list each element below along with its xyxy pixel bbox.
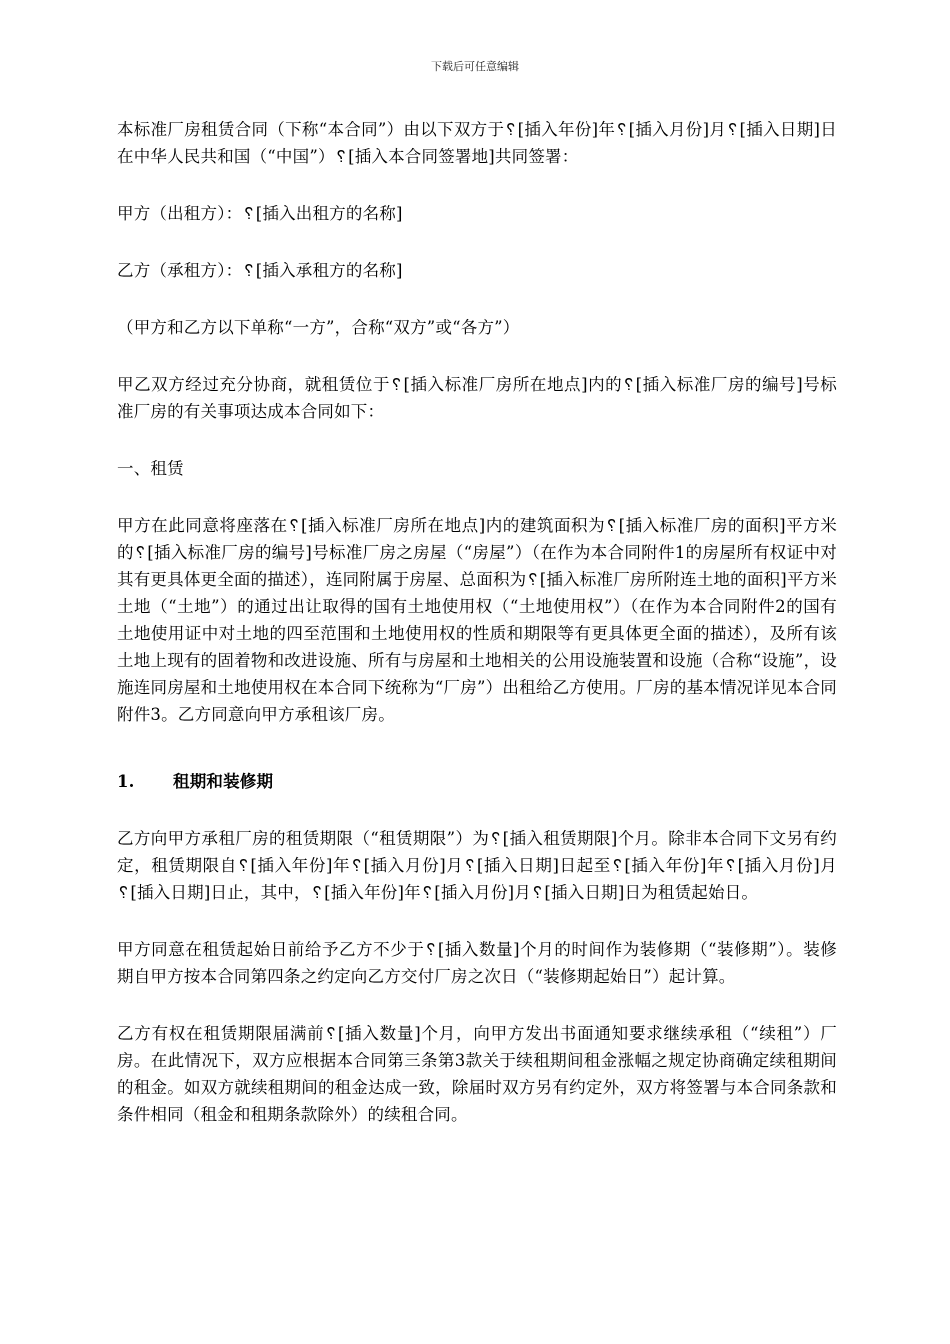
page-header: 下载后可任意编辑 [431, 60, 519, 73]
agreement-paragraph: 甲乙双方经过充分协商，就租赁位于␦[插入标准厂房所在地点]内的␦[插入标准厂房的编号]号标准厂房的有关事项达成本合同如下： [117, 375, 837, 421]
parties-note: （甲方和乙方以下单称“一方”，合称“双方”或“各方”） [117, 318, 520, 337]
fitout-paragraph: 甲方同意在租赁起始日前给予乙方不少于␦[插入数量]个月的时间作为装修期（“装修期”）。装修期自甲方按本合同第四条之约定向乙方交付厂房之次日（“装修期起始日”）起计算。 [117, 940, 837, 986]
party-a-line: 甲方（出租方）：␦[插入出租方的名称] [117, 204, 403, 223]
intro-paragraph: 本标准厂房租赁合同（下称“本合同”）由以下双方于␦[插入年份]年␦[插入月份]月␦[插入日期]日在中华人民共和国（“中国”）␦[插入本合同签署地]共同签署： [117, 120, 837, 166]
party-b-line: 乙方（承租方）：␦[插入承租方的名称] [117, 261, 403, 280]
lease-paragraph: 甲方在此同意将座落在␦[插入标准厂房所在地点]内的建筑面积为␦[插入标准厂房的面积]平方米的␦[插入标准厂房的编号]号标准厂房之房屋（“房屋”）（在作为本合同附件1的房屋所有权证中对其有更具体更全面的描述），连同附属于房屋、总面积为␦[插入标准厂房所附连土地的面积]平方米土地（“土地”）的通过出让取得的国有土地使用权（“土地使用权”）（在作为本合同附件2的国有土地使用证中对土地的四至范围和土地使用权的性质和期限等有更具体更全面的描述），及所有该土地上现有的固着物和改进设施、所有与房屋和土地相关的公用设施装置和设施（合称“设施”，设施连同房屋和土地使用权在本合同下统称为“厂房”）出租给乙方使用。厂房的基本情况详见本合同附件3。乙方同意向甲方承租该厂房。 [117, 516, 837, 724]
heading-number: 1. [117, 772, 135, 791]
renewal-paragraph: 乙方有权在租赁期限届满前␦[插入数量]个月，向甲方发出书面通知要求继续承租（“续租”）厂房。在此情况下，双方应根据本合同第三条第3款关于续租期间租金涨幅之规定协商确定续租期间的租金。如双方就续租期间的租金达成一致，除届时双方另有约定外，双方将签署与本合同条款和条件相同（租金和租期条款除外）的续租合同。 [117, 1024, 837, 1124]
section-one-title: 一、租赁 [117, 459, 184, 478]
term-paragraph: 乙方向甲方承租厂房的租赁期限（“租赁期限”）为␦[插入租赁期限]个月。除非本合同下文另有约定，租赁期限自␦[插入年份]年␦[插入月份]月␦[插入日期]日起至␦[插入年份]年␦[插入月份]月␦[插入日期]日止，其中，␦[插入年份]年␦[插入月份]月␦[插入日期]日为租赁起始日。 [117, 829, 837, 902]
document-body [117, 116, 837, 1128]
heading-title: 租期和装修期 [173, 772, 274, 791]
section-heading-1 [117, 768, 837, 795]
